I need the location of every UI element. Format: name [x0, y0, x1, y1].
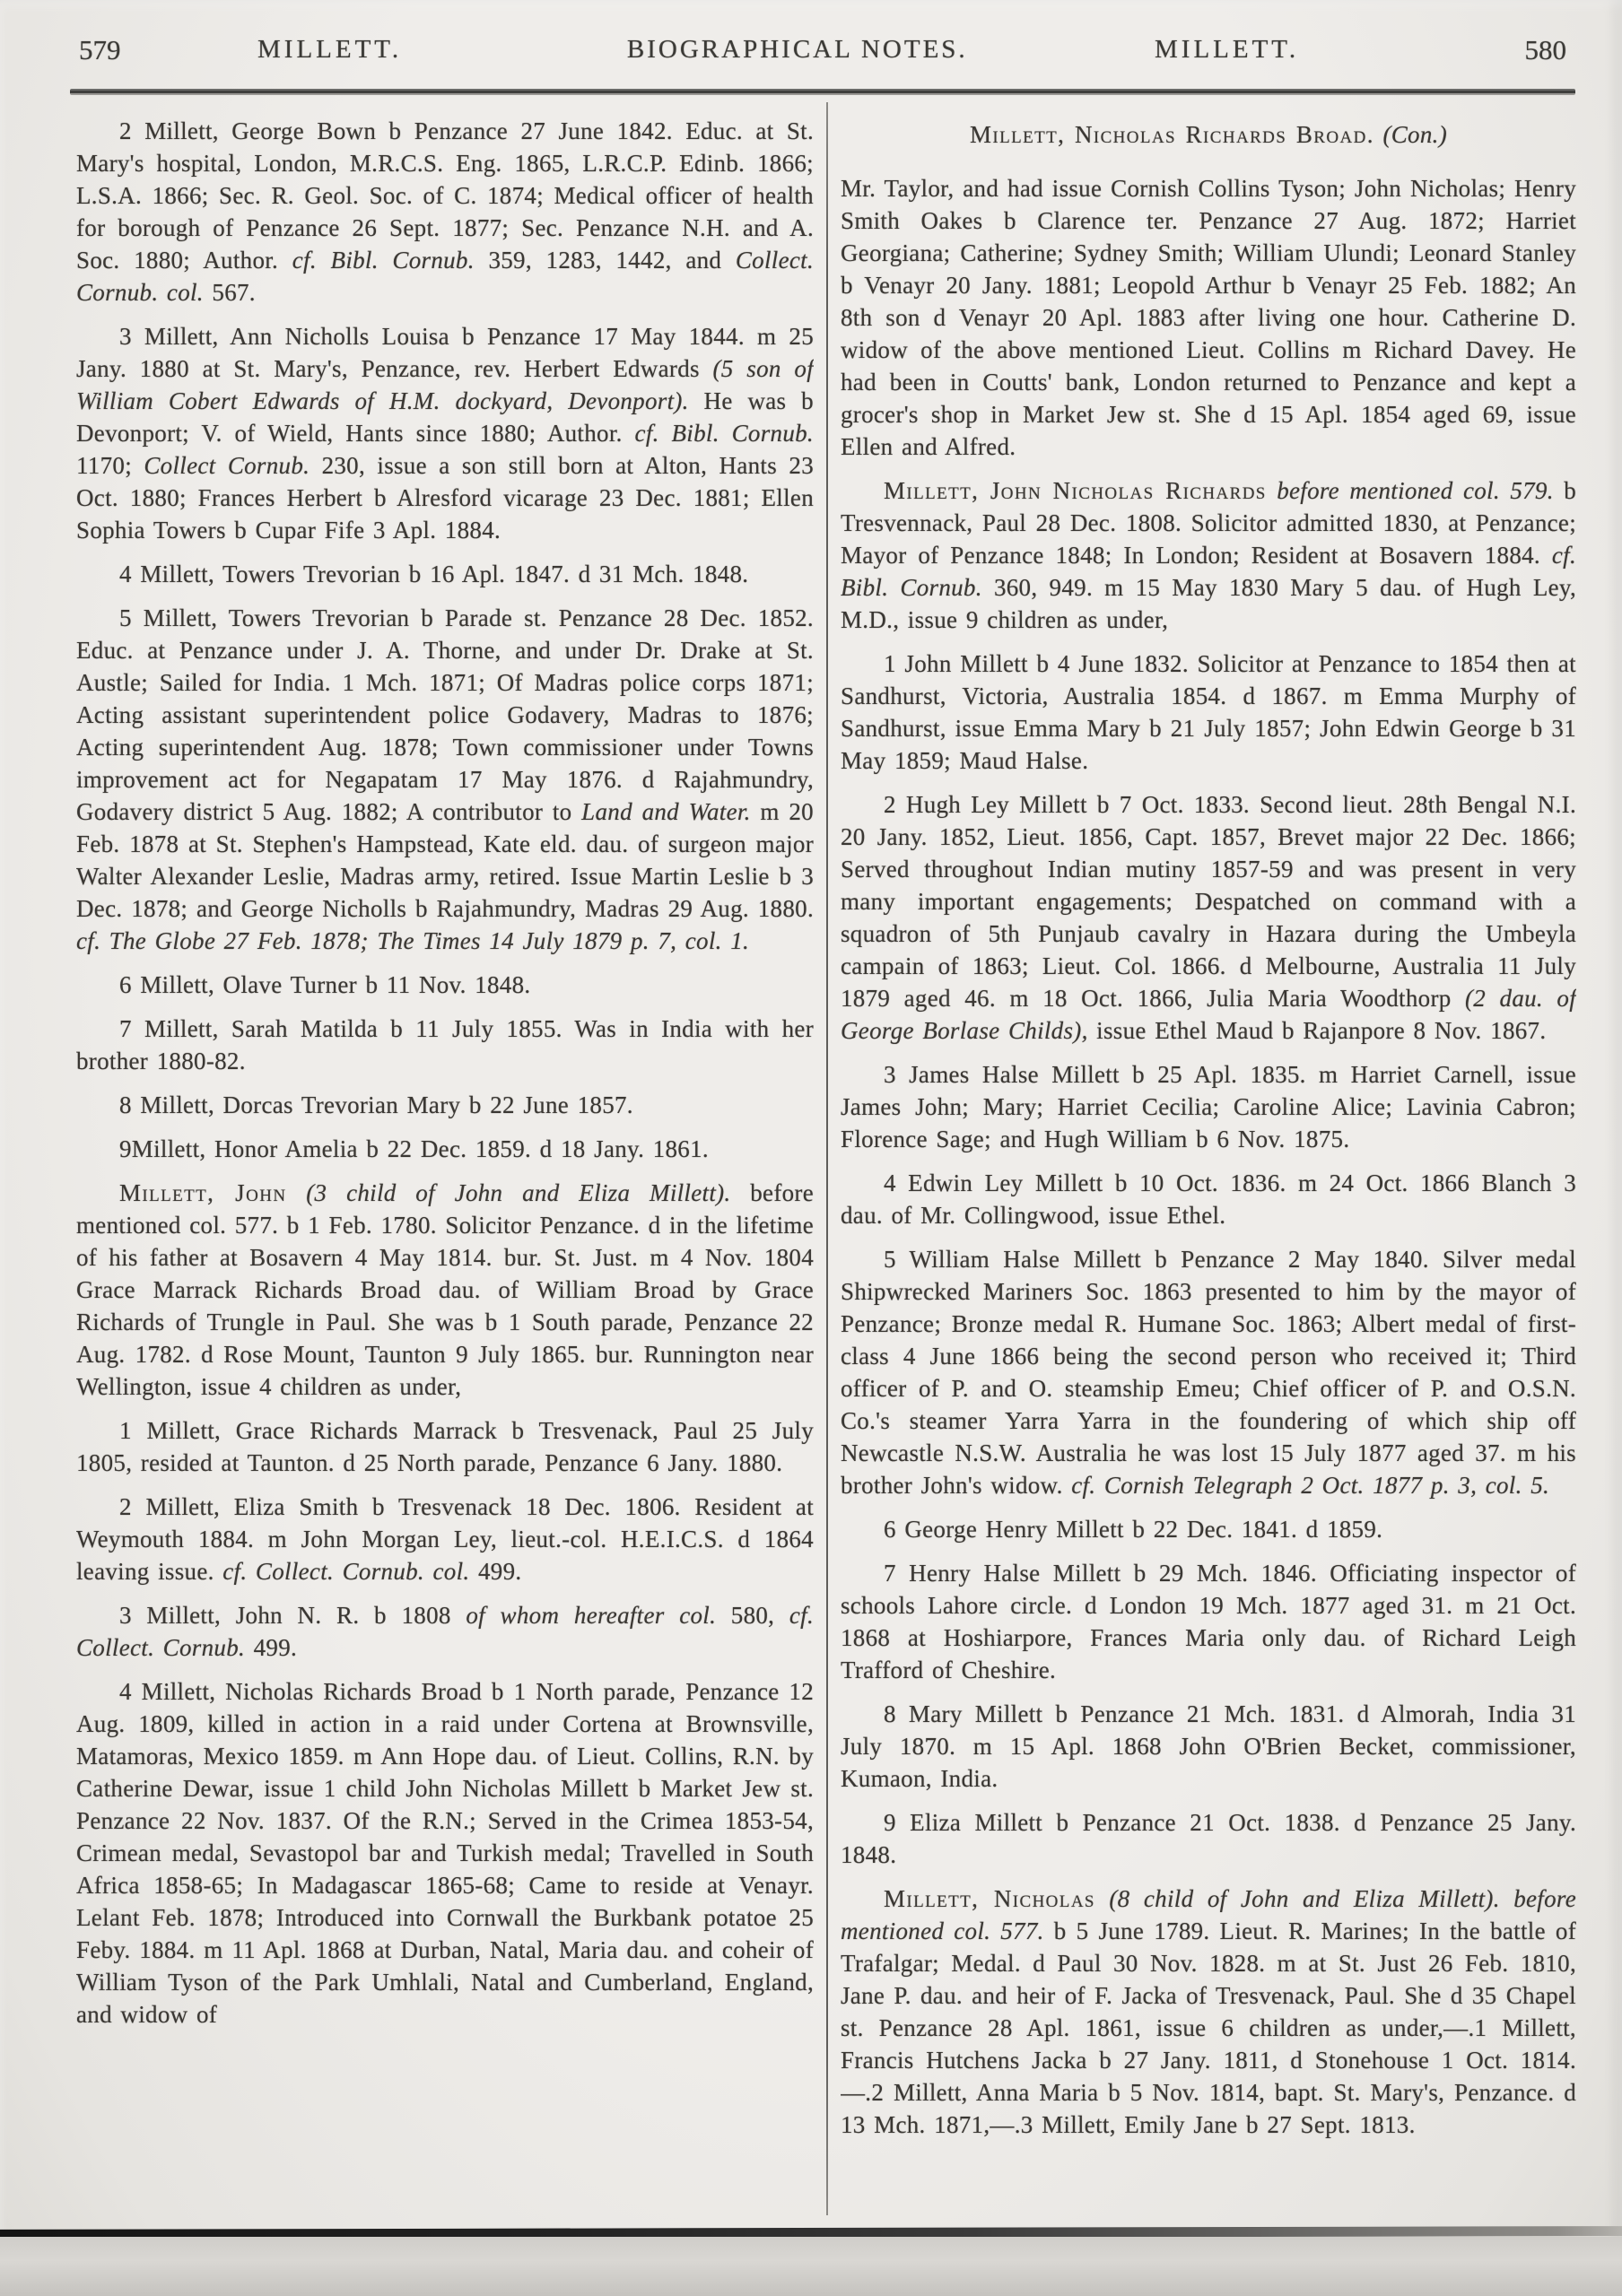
text-run: Millett, Nicholas: [884, 1885, 1095, 1912]
text-run: 1 Millett, Grace Richards Marrack b Tresvenack, Paul 25 July 1805, resided at Taunton. d 25 North parade, Penzance 6 Jany. 1880.: [76, 1417, 814, 1476]
text-run: Millett, Nicholas Richards Broad.: [969, 121, 1374, 148]
text-run: 3 Millett, John N. R. b 1808: [119, 1602, 467, 1629]
entry-paragraph: [76, 320, 814, 546]
text-run: Collect Cornub.: [144, 452, 310, 479]
text-run: 8 Millett, Dorcas Trevorian Mary b 22 June 1857.: [119, 1091, 633, 1118]
text-run: cf. The Globe 27 Feb. 1878; The Times 14 July 1879 p. 7, col. 1.: [76, 927, 750, 954]
entry-paragraph: [841, 1058, 1576, 1155]
entry-paragraph: [841, 1167, 1576, 1231]
section-paragraph: [841, 474, 1576, 636]
section-paragraph: [841, 1883, 1576, 2141]
text-run: before mentioned col. 579.: [1266, 477, 1554, 504]
text-run: 5 William Halse Millett b Penzance 2 May 1840. Silver medal Shipwrecked Mariners Soc. 1863 presented to him by the mayor of Penzance; Bronze medal R. Humane Soc. 1863; Albert medal of first-class 4 June 1866 being the second person who received it; Third officer of P. and O. steamship Emeu; Chief officer of P. and O.S.N. Co.'s steamer Yarra Yarra in the foundering of which ship off Newcastle N.S.W. Australia he was lost 15 July 1877 aged 37. m his brother John's widow.: [841, 1246, 1576, 1499]
center-running-title: BIOGRAPHICAL NOTES.: [626, 35, 968, 64]
entry-paragraph: [841, 1806, 1576, 1871]
text-run: Mr. Taylor, and had issue Cornish Collins Tyson; John Nicholas; Henry Smith Oakes b Clarence ter. Penzance 27 Aug. 1872; Harriet Georgiana; Catherine; Sydney Smith; William Ulundi; Leonard Stanley b Venayr 20 Jany. 1881; Leopold Arthur b Venayr 25 Feb. 1882; An 8th son d Venayr 20 Apl. 1883 after living one hour. Catherine D. widow of the above mentioned Lieut. Collins m Richard Davey. He had been in Coutts' bank, London returned to Penzance and kept a grocer's shop in Market Jew st. She d 15 Apl. 1854 aged 69, issue Ellen and Alfred.: [841, 175, 1576, 460]
text-run: cf. Cornish Telegraph 2 Oct. 1877 p. 3, col. 5.: [1071, 1472, 1550, 1499]
text-run: 5 Millett, Towers Trevorian b Parade st. Penzance 28 Dec. 1852. Educ. at Penzance under J. A. Thorne, and under Dr. Drake at St. Austle; Sailed for India. 1 Mch. 1871; Of Madras police corps 1871; Acting assistant superintendent police Godavery, Madras to 1876; Acting superintendent Aug. 1878; Town commissioner under Towns improvement act for Negapatam 17 May 1876. d Rajahmundry, Godavery district 5 Aug. 1882; A contributor to: [76, 604, 814, 825]
text-run: (5 son of William Cobert Edwards of H.M. dockyard, Devonport).: [76, 355, 814, 414]
left-running-title: MILLETT.: [257, 35, 403, 64]
text-run: Millett, John: [119, 1179, 287, 1206]
entry-paragraph: [76, 1414, 814, 1479]
text-run: 8 Mary Millett b Penzance 21 Mch. 1831. d Almorah, India 31 July 1870. m 15 Apl. 1868 John O'Brien Becket, commissioner, Kumaon, India.: [841, 1700, 1576, 1792]
text-run: Land and Water.: [581, 798, 751, 825]
text-run: 567.: [203, 279, 256, 306]
text-run: 499.: [469, 1558, 522, 1585]
entry-paragraph: [841, 1243, 1576, 1501]
text-run: 4 Millett, Towers Trevorian b 16 Apl. 1847. d 31 Mch. 1848.: [119, 561, 749, 587]
text-run: cf. Bibl. Cornub.: [634, 420, 814, 447]
entry-paragraph: [841, 1698, 1576, 1795]
entry-paragraph: [841, 172, 1576, 463]
text-run: (Con.): [1373, 121, 1447, 148]
text-run: 580,: [716, 1602, 789, 1629]
text-run: 230, issue a son still born at Alton, Hants 23 Oct. 1880; Frances Herbert b Alresford vicarage 23 Dec. 1881; Ellen Sophia Towers b Cupar Fife 3 Apl. 1884.: [76, 452, 814, 544]
text-run: (2 dau. of George Borlase Childs),: [841, 985, 1576, 1044]
text-run: cf. Bibl. Cornub.: [841, 542, 1576, 601]
entry-paragraph: [76, 1675, 814, 2031]
text-run: cf. Collect. Cornub.: [76, 1602, 814, 1661]
entry-paragraph: [841, 788, 1576, 1047]
entry-paragraph: [76, 602, 814, 957]
text-run: 6 George Henry Millett b 22 Dec. 1841. d 1859.: [884, 1516, 1383, 1543]
text-run: b 5 June 1789. Lieut. R. Marines; In the battle of Trafalgar; Medal. d Paul 30 Nov. 1828. m at St. Just 26 Feb. 1810, Jane P. dau. and heir of F. Jacka of Tresvenack, Paul. She d 35 Chapel st. Penzance 28 Apl. 1861, issue 6 children as under,—.1 Millett, Francis Hutchens Jacka b 27 Jany. 1811, d Stonehouse 1 Oct. 1814.—.2 Millett, Anna Maria b 5 Nov. 1814, bapt. St. Mary's, Penzance. d 13 Mch. 1871,—.3 Millett, Emily Jane b 27 Sept. 1813.: [841, 1918, 1576, 2138]
text-run: 6 Millett, Olave Turner b 11 Nov. 1848.: [119, 971, 531, 998]
right-text-column: [841, 115, 1576, 2221]
text-run: issue Ethel Maud b Rajanpore 8 Nov. 1867.: [1087, 1017, 1547, 1044]
entry-paragraph: [76, 1133, 814, 1165]
left-text-column: [76, 115, 814, 2221]
text-run: (8 child of John and Eliza Millett). before mentioned col. 577.: [841, 1885, 1576, 1944]
entry-paragraph: [841, 648, 1576, 777]
text-run: 7 Henry Halse Millett b 29 Mch. 1846. Officiating inspector of schools Lahore circle. d London 19 Mch. 1877 aged 31. m 21 Oct. 1868 at Hoshiarpore, Frances Maria only dau. of Richard Leigh Trafford of Cheshire.: [841, 1560, 1576, 1683]
text-run: cf. Bibl. Cornub.: [292, 247, 475, 274]
entry-paragraph: [76, 1599, 814, 1664]
entry-paragraph: [841, 1513, 1576, 1545]
text-run: 4 Millett, Nicholas Richards Broad b 1 North parade, Penzance 12 Aug. 1809, killed in action in a raid under Cortena at Brownsville, Matamoras, Mexico 1859. m Ann Hope dau. of Lieut. Collins, R.N. by Catherine Dewar, issue 1 child John Nicholas Millett b Market Jew st. Penzance 22 Nov. 1837. Of the R.N.; Served in the Crimea 1853-54, Crimean medal, Sevastopol bar and Turkish medal; Travelled in South Africa 1858-65; In Madagascar 1865-68; Came to reside at Venayr. Lelant Feb. 1878; Introduced into Cornwall the Burkbank potatoe 25 Feby. 1884. m 11 Apl. 1868 at Durban, Natal, Maria dau. and coheir of William Tyson of the Park Umhlali, Natal and Cumberland, England, and widow of: [76, 1678, 814, 2028]
text-run: Collect. Cornub. col.: [76, 247, 814, 306]
entry-paragraph: [76, 558, 814, 590]
text-run: 359, 1283, 1442, and: [474, 247, 736, 274]
text-run: 499.: [245, 1634, 298, 1661]
header-rule: [70, 89, 1575, 95]
right-page-number: 580: [1524, 34, 1566, 65]
section-paragraph: [76, 1177, 814, 1403]
column-divider: [826, 102, 828, 2215]
entry-paragraph: [76, 1491, 814, 1587]
text-run: 9 Eliza Millett b Penzance 21 Oct. 1838. d Penzance 25 Jany. 1848.: [841, 1809, 1576, 1868]
text-run: of whom hereafter col.: [466, 1602, 717, 1629]
text-run: 3 James Halse Millett b 25 Apl. 1835. m Harriet Carnell, issue James John; Mary; Harriet Cecilia; Caroline Alice; Lavinia Cabron; Florence Sage; and Hugh William b 6 Nov. 1875.: [841, 1061, 1576, 1152]
text-run: 2 Millett, George Bown b Penzance 27 June 1842. Educ. at St. Mary's hospital, London, M.R.C.S. Eng. 1865, L.R.C.P. Edinb. 1866; L.S.A. 1866; Sec. R. Geol. Soc. of C. 1874; Medical officer of health for borough of Penzance 26 Sept. 1877; Sec. Penzance N.H. and A. Soc. 1880; Author.: [76, 117, 814, 274]
entry-paragraph: [76, 1089, 814, 1121]
text-run: 3 Millett, Ann Nicholls Louisa b Penzance 17 May 1844. m 25 Jany. 1880 at St. Mary's, Penzance, rev. Herbert Edwards: [76, 323, 814, 382]
text-run: 1170;: [76, 452, 144, 479]
entry-paragraph: [76, 969, 814, 1001]
text-run: m 20 Feb. 1878 at St. Stephen's Hampstead, Kate eld. dau. of surgeon major Walter Alexander Leslie, Madras army, retired. Issue Martin Leslie b 3 Dec. 1878; and George Nicholls b Rajahmundry, Madras 29 Aug. 1880.: [76, 798, 814, 922]
text-run: b Tresvennack, Paul 28 Dec. 1808. Solicitor admitted 1830, at Penzance; Mayor of Penzance 1848; In London; Resident at Bosavern 1884.: [841, 477, 1576, 569]
left-page-number: 579: [79, 34, 121, 65]
right-running-title: MILLETT.: [1155, 35, 1300, 64]
text-run: (3 child of John and Eliza Millett).: [286, 1179, 731, 1206]
entry-paragraph: [841, 1557, 1576, 1686]
entry-paragraph: [76, 1013, 814, 1077]
text-run: before mentioned col. 577. b 1 Feb. 1780. Solicitor Penzance. d in the lifetime of his father at Bosavern 4 May 1814. bur. St. Just. m 4 Nov. 1804 Grace Marrack Richards Broad dau. of William Broad by Grace Richards of Trungle in Paul. She was b 1 South parade, Penzance 22 Aug. 1782. d Rose Mount, Taunton 9 July 1865. bur. Runnington near Wellington, issue 4 children as under,: [76, 1179, 814, 1400]
text-run: 9Millett, Honor Amelia b 22 Dec. 1859. d 18 Jany. 1861.: [119, 1135, 709, 1162]
text-run: 1 John Millett b 4 June 1832. Solicitor at Penzance to 1854 then at Sandhurst, Victoria, Australia 1854. d 1867. m Emma Murphy of Sandhurst, issue Emma Mary b 21 July 1857; John Edwin George b 31 May 1859; Maud Halse.: [841, 650, 1576, 774]
section-heading: [841, 118, 1576, 151]
text-run: 2 Hugh Ley Millett b 7 Oct. 1833. Second lieut. 28th Bengal N.I. 20 Jany. 1852, Lieut. 1856, Capt. 1857, Brevet major 22 Dec. 1866; Served throughout Indian mutiny 1857-59 and was present in very many important engagements; Despatched on command with a squadron of 5th Punjaub cavalry in Hazara during the Umbeyla campain of 1863; Lieut. Col. 1866. d Melbourne, Australia 11 July 1879 aged 46. m 18 Oct. 1866, Julia Maria Woodthorp: [841, 791, 1576, 1012]
entry-paragraph: [76, 115, 814, 309]
text-run: 2 Millett, Eliza Smith b Tresvenack 18 Dec. 1806. Resident at Weymouth 1884. m John Morgan Ley, lieut.-col. H.E.I.C.S. d 1864 leaving issue.: [76, 1493, 814, 1585]
text-run: 4 Edwin Ley Millett b 10 Oct. 1836. m 24 Oct. 1866 Blanch 3 dau. of Mr. Collingwood, issue Ethel.: [841, 1170, 1576, 1229]
text-run: He was b Devonport; V. of Wield, Hants since 1880; Author.: [76, 387, 814, 447]
text-run: cf. Collect. Cornub. col.: [222, 1558, 470, 1585]
text-run: 360, 949. m 15 May 1830 Mary 5 dau. of Hugh Ley, M.D., issue 9 children as under,: [841, 574, 1576, 633]
text-run: 7 Millett, Sarah Matilda b 11 July 1855. Was in India with her brother 1880-82.: [76, 1015, 814, 1074]
page-header: [0, 32, 1622, 74]
scan-bottom-margin: [0, 2237, 1622, 2296]
text-run: Millett, John Nicholas Richards: [884, 477, 1267, 504]
